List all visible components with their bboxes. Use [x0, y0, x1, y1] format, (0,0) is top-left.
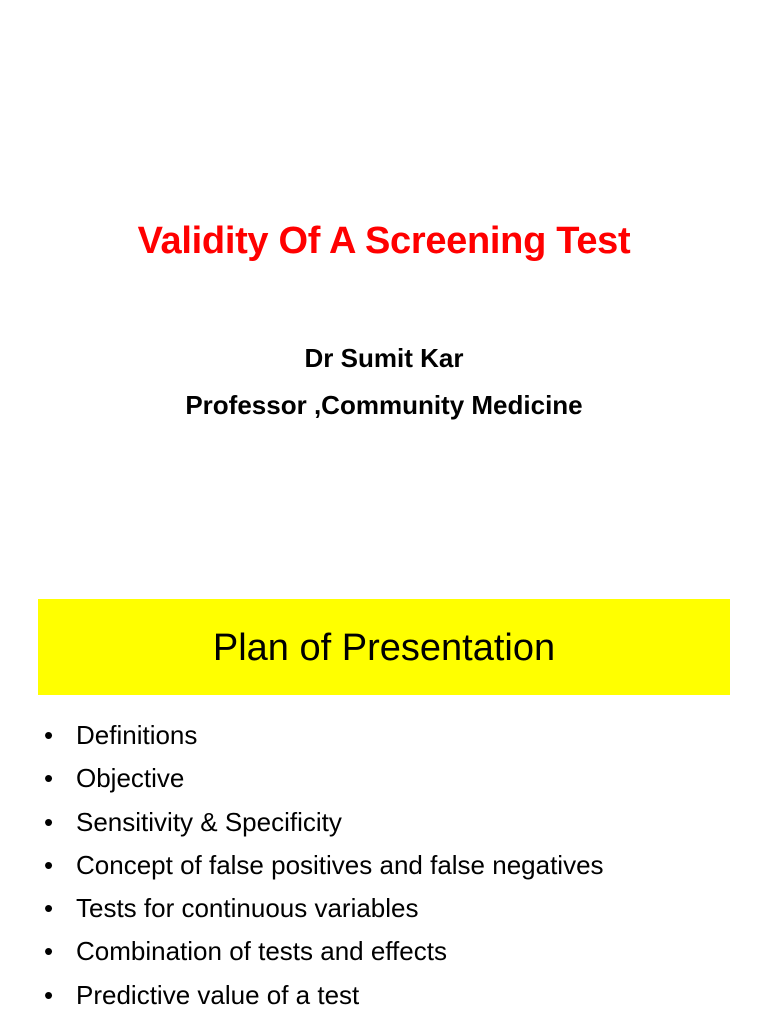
author-role: Professor ,Community Medicine — [185, 390, 583, 420]
author-name: Dr Sumit Kar — [304, 343, 464, 373]
list-item — [44, 757, 604, 800]
bullet-icon: • — [44, 763, 54, 794]
list-item-label: Definitions — [76, 720, 198, 750]
bullet-icon: • — [44, 806, 54, 837]
list-item — [44, 887, 604, 930]
presentation-title: Validity Of A Screening Test — [137, 220, 631, 262]
list-item — [44, 930, 604, 973]
list-item-label: Tests for continuous variables — [76, 893, 419, 924]
bullet-icon: • — [44, 893, 54, 924]
plan-title-banner — [38, 599, 730, 695]
bullet-icon: • — [44, 720, 54, 750]
list-item-label: Combination of tests and effects — [76, 936, 447, 967]
list-item-label: Sensitivity & Specificity — [76, 806, 342, 837]
list-item — [44, 714, 604, 757]
list-item — [44, 974, 604, 1017]
bullet-icon: • — [44, 849, 54, 880]
list-item-label: Objective — [76, 763, 185, 794]
list-item — [44, 801, 604, 844]
plan-title: Plan of Presentation — [212, 627, 556, 669]
author-block — [0, 335, 768, 429]
plan-bullet-list — [44, 714, 604, 1017]
list-item — [44, 844, 604, 887]
bullet-icon: • — [44, 936, 54, 967]
list-item-label: Predictive value of a test — [76, 979, 360, 1010]
bullet-icon: • — [44, 979, 54, 1010]
list-item-label: Concept of false positives and false negatives — [76, 849, 604, 880]
